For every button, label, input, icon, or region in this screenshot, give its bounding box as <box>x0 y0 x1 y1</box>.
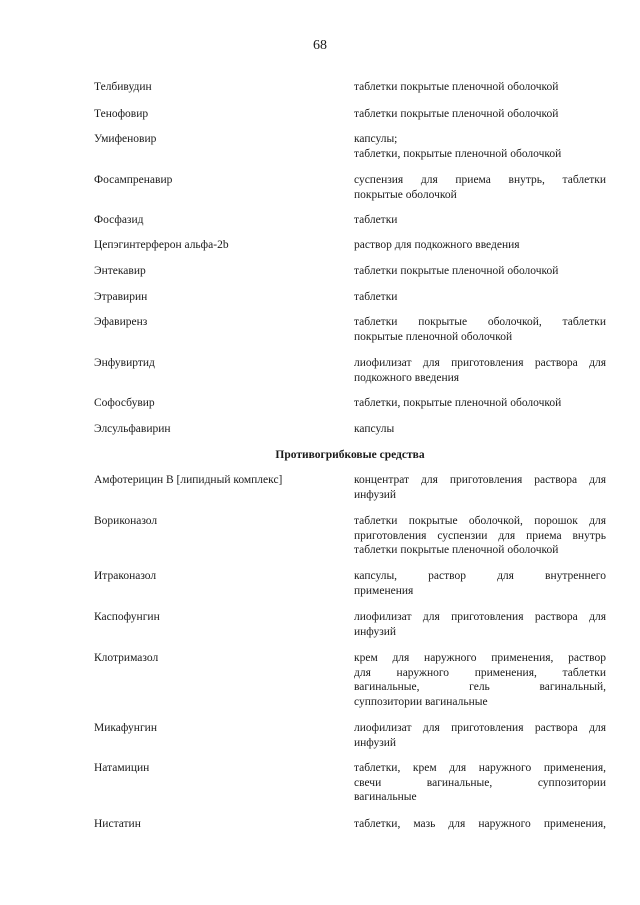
page-number: 68 <box>313 38 327 53</box>
dosage-form <box>354 238 606 253</box>
drug-name: Каспофунгин <box>94 611 160 623</box>
dosage-form <box>354 132 606 161</box>
table-row <box>94 721 606 750</box>
drug-name: Вориконазол <box>94 515 158 527</box>
dosage-form-line: покрытые пленочной оболочкой <box>354 330 513 343</box>
dosage-form-line: капсулы; <box>354 133 398 145</box>
section-heading: Противогрибковые средства <box>275 449 425 461</box>
drug-name: Элсульфавирин <box>94 423 171 435</box>
dosage-form-line: таблетки покрытые пленочной оболочкой <box>354 544 559 556</box>
dosage-form-line: инфузий <box>354 625 397 638</box>
table-row <box>94 238 606 253</box>
drug-name: Амфотерицин В [липидный комплекс] <box>94 474 283 486</box>
drug-name: Энтекавир <box>94 265 146 277</box>
dosage-form-line: таблетки, мазь для наружного применения, <box>354 818 606 830</box>
dosage-form <box>354 264 606 279</box>
table-row <box>94 264 606 279</box>
drug-name: Фосфазид <box>94 214 144 226</box>
dosage-form <box>354 107 606 122</box>
dosage-form-line: таблетки покрытые пленочной оболочкой <box>354 108 559 120</box>
table-row <box>94 651 606 709</box>
dosage-form <box>354 173 606 202</box>
table-row <box>94 290 606 305</box>
dosage-form <box>354 80 606 95</box>
table-row <box>94 473 606 502</box>
dosage-form <box>354 213 606 228</box>
dosage-form-line: таблетки покрытые пленочной оболочкой <box>354 81 559 93</box>
dosage-form-line: лиофилизат для приготовления раствора для <box>354 611 606 623</box>
dosage-form-line: таблетки покрытые оболочкой, порошок для <box>354 515 606 527</box>
dosage-form-line: таблетки <box>354 291 398 303</box>
dosage-form-line: таблетки, крем для наружного применения, <box>354 762 606 774</box>
dosage-form <box>354 761 606 805</box>
dosage-form-line: таблетки покрытые оболочкой, таблетки <box>354 316 606 328</box>
table-row <box>94 132 606 161</box>
dosage-form <box>354 315 606 344</box>
drug-name: Клотримазол <box>94 652 159 664</box>
drug-name: Этравирин <box>94 291 148 303</box>
dosage-form-line: таблетки, покрытые пленочной оболочкой <box>354 147 562 160</box>
dosage-form-line: вагинальные, гель вагинальный, <box>354 681 606 693</box>
dosage-form-line: таблетки покрытые пленочной оболочкой <box>354 265 559 277</box>
table-row <box>94 817 606 832</box>
dosage-form-line: концентрат для приготовления раствора для <box>354 474 606 486</box>
table-row <box>94 761 606 805</box>
drug-name: Фосампренавир <box>94 174 173 186</box>
dosage-form-line: капсулы, раствор для внутреннего <box>354 570 606 582</box>
table-row <box>94 356 606 385</box>
dosage-form-line: лиофилизат для приготовления раствора для <box>354 722 606 734</box>
table-row <box>94 173 606 202</box>
drug-name: Натамицин <box>94 762 150 774</box>
dosage-form-line: инфузий <box>354 488 397 501</box>
drug-name: Эфавиренз <box>94 316 148 328</box>
dosage-form-line: лиофилизат для приготовления раствора для <box>354 357 606 369</box>
dosage-form-line: суппозитории вагинальные <box>354 695 488 708</box>
dosage-form <box>354 356 606 385</box>
drug-name: Цепэгинтерферон альфа-2b <box>94 239 229 251</box>
dosage-form <box>354 422 606 437</box>
dosage-form <box>354 569 606 598</box>
drug-name: Телбивудин <box>94 81 152 93</box>
drug-name: Энфувиртид <box>94 357 155 369</box>
dosage-form <box>354 610 606 639</box>
dosage-form-line: приготовления суспензии для приема внутрь <box>354 529 606 542</box>
drug-name: Умифеновир <box>94 133 157 145</box>
table-row <box>94 514 606 558</box>
dosage-form-line: для наружного применения, таблетки <box>354 666 606 679</box>
table-row <box>94 610 606 639</box>
dosage-form <box>354 514 606 558</box>
dosage-form <box>354 396 606 411</box>
dosage-form <box>354 473 606 502</box>
drug-name: Микафунгин <box>94 722 157 734</box>
dosage-form <box>354 721 606 750</box>
table-row <box>94 569 606 598</box>
table-row <box>94 107 606 122</box>
dosage-form-line: таблетки <box>354 214 398 226</box>
dosage-form-line: таблетки, покрытые пленочной оболочкой <box>354 397 562 409</box>
drug-name: Тенофовир <box>94 108 149 120</box>
table-row <box>94 396 606 411</box>
table-row <box>94 315 606 344</box>
dosage-form <box>354 651 606 709</box>
dosage-form-line: применения <box>354 584 414 597</box>
drug-name: Итраконазол <box>94 570 157 582</box>
dosage-form-line: подкожного введения <box>354 371 460 384</box>
table-row <box>94 213 606 228</box>
dosage-form-line: капсулы <box>354 423 395 435</box>
dosage-form <box>354 290 606 305</box>
dosage-form <box>354 817 606 832</box>
dosage-form-line: раствор для подкожного введения <box>354 239 520 251</box>
dosage-form-line: инфузий <box>354 736 397 749</box>
drug-name: Софосбувир <box>94 397 155 409</box>
drug-name: Нистатин <box>94 818 141 830</box>
dosage-form-line: крем для наружного применения, раствор <box>354 652 606 664</box>
table-row <box>94 422 606 437</box>
dosage-form-line: покрытые оболочкой <box>354 188 457 201</box>
dosage-form-line: вагинальные <box>354 791 417 803</box>
table-row <box>94 80 606 95</box>
dosage-form-line: суспензия для приема внутрь, таблетки <box>354 174 606 186</box>
dosage-form-line: свечи вагинальные, суппозитории <box>354 776 606 789</box>
